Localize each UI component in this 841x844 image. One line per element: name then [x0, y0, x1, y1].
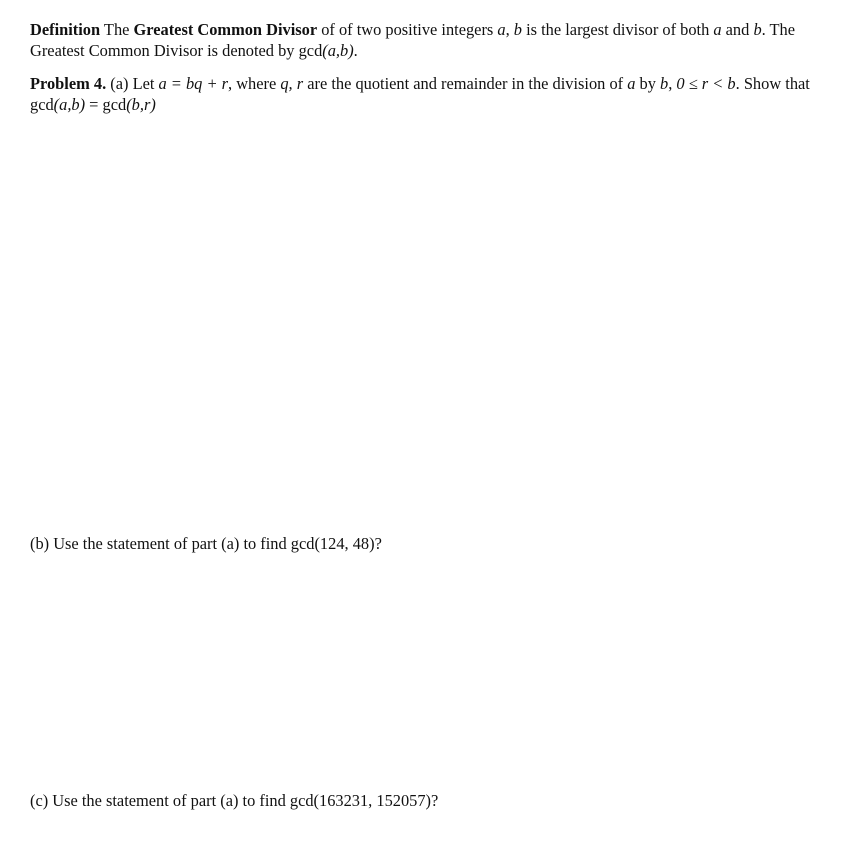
math-equation: a = bq + r	[158, 74, 228, 93]
gcd-operator: gcd	[290, 534, 315, 553]
problem-part-a	[30, 73, 822, 115]
math-arguments: (b,r)	[126, 95, 156, 114]
math-variable: a	[627, 74, 636, 93]
gcd-operator: gcd	[289, 791, 314, 810]
math-variable: a	[497, 20, 506, 39]
math-variable: q, r	[280, 74, 304, 93]
equals-sign: =	[85, 95, 103, 114]
definition-text: The	[100, 20, 134, 39]
math-arguments: (124, 48)	[314, 534, 375, 553]
math-variable: a	[713, 20, 722, 39]
problem-text: by	[635, 74, 660, 93]
problem-text: . Show that	[735, 74, 810, 93]
math-arguments: (a,b)	[53, 95, 86, 114]
definition-text: of of two positive integers	[317, 20, 498, 39]
problem-text: , where	[228, 74, 281, 93]
problem-part-c	[30, 790, 822, 811]
problem-text: ?	[431, 791, 439, 810]
definition-paragraph	[30, 19, 822, 61]
definition-text: . The Greatest Common Divisor is denoted by	[30, 20, 796, 60]
definition-text: ,	[505, 20, 514, 39]
definition-text: and	[721, 20, 754, 39]
problem-text: ?	[374, 534, 382, 553]
math-variable: b	[513, 20, 522, 39]
math-arguments: (a,b)	[322, 41, 354, 60]
defined-term: Greatest Common Divisor	[133, 20, 318, 39]
problem-text: (b) Use the statement of part (a) to find	[30, 534, 291, 553]
gcd-operator: gcd	[30, 95, 54, 114]
math-arguments: (163231, 152057)	[313, 791, 432, 810]
problem-label: Problem 4.	[30, 74, 107, 93]
math-inequality: 0 ≤ r < b	[676, 74, 736, 93]
definition-text: is the largest divisor of both	[522, 20, 714, 39]
math-variable: b	[753, 20, 762, 39]
problem-text: (c) Use the statement of part (a) to find	[30, 791, 290, 810]
problem-text: (a) Let	[106, 74, 159, 93]
problem-part-b	[30, 533, 822, 554]
gcd-operator: gcd	[298, 41, 323, 60]
definition-text: .	[353, 41, 358, 60]
math-variable: b	[660, 74, 669, 93]
definition-label: Definition	[30, 20, 101, 39]
problem-text: are the quotient and remainder in the division of	[303, 74, 628, 93]
gcd-operator: gcd	[102, 95, 127, 114]
problem-text: ,	[668, 74, 677, 93]
